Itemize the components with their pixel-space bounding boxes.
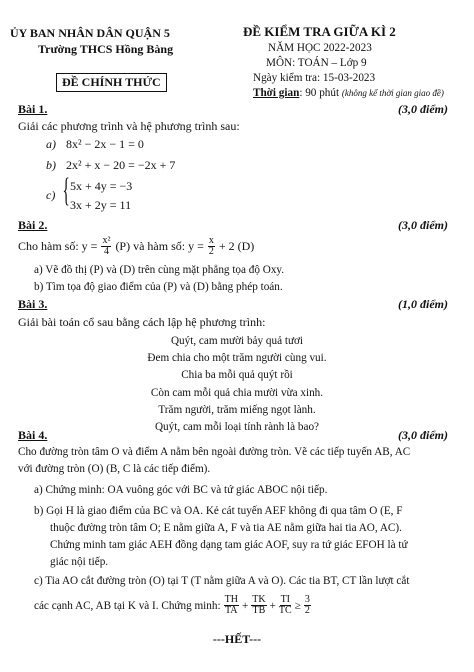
subject: MÔN: TOÁN – Lớp 9 bbox=[266, 57, 367, 69]
time-note: (không kể thời gian giao đề) bbox=[341, 88, 444, 98]
exam-date: Ngày kiểm tra: 15-03-2023 bbox=[253, 72, 376, 84]
org-name: ỦY BAN NHÂN DÂN QUẬN 5 bbox=[10, 26, 170, 40]
bai2-b: b) Tìm tọa độ giao điểm của (P) và (D) bằng phép toán. bbox=[34, 281, 283, 293]
poem-line: Còn cam mỗi quả chia mười vừa xinh. bbox=[150, 386, 324, 399]
fraction-den: TA bbox=[225, 605, 238, 616]
end-marker: ---HẾT--- bbox=[212, 632, 262, 646]
time-line bbox=[253, 87, 444, 99]
fraction-den: TB bbox=[252, 605, 266, 616]
bai1-c-eq1: 5x + 4y = −3 bbox=[70, 179, 133, 193]
bai1-b-eq: 2x² + x − 20 = −2x + 7 bbox=[66, 158, 176, 172]
time-label: Thời gian bbox=[253, 87, 300, 99]
bai4-c-2-pre: các cạnh AC, AB tại K và I. Chứng minh: bbox=[34, 599, 221, 612]
bai2-prompt bbox=[18, 236, 254, 257]
fraction-num: 3 bbox=[304, 594, 310, 605]
school-name: Trường THCS Hồng Bàng bbox=[38, 42, 174, 56]
bai4-intro-1: Cho đường tròn tâm O và điểm A nằm bên ngoài đường tròn. Vẽ các tiếp tuyến AB, AC bbox=[18, 446, 411, 458]
bai1-b-label: b) bbox=[46, 158, 56, 172]
bai4-c-2 bbox=[34, 595, 312, 616]
bai2-points: (3,0 điểm) bbox=[398, 218, 448, 232]
bai1-a-label: a) bbox=[46, 137, 56, 151]
fraction-d bbox=[208, 236, 215, 257]
bai2-title: Bài 2. bbox=[18, 218, 48, 232]
bai4-c-1: c) Tia AO cắt đường tròn (O) tại T (T nằm giữa A và O). Các tia BT, CT lần lượt cắt bbox=[34, 575, 410, 587]
poem bbox=[0, 333, 474, 436]
poem-line: Trăm người, trăm miếng ngọt lành. bbox=[158, 403, 316, 416]
bai4-title: Bài 4. bbox=[18, 428, 48, 442]
fraction-p-den: 4 bbox=[103, 246, 109, 257]
bai4-b-2: thuộc đường tròn tâm O; E nằm giữa A, F và tia AE nằm giữa hai tia AO, AC). bbox=[50, 522, 402, 534]
fraction-p-num: x² bbox=[102, 235, 111, 246]
fraction-den: 2 bbox=[304, 605, 310, 616]
bai2-prompt-mid: (P) và hàm số: y = bbox=[115, 239, 204, 253]
fraction-num: TH bbox=[224, 594, 238, 605]
poem-line: Quýt, cam mười bảy quả tươi bbox=[170, 335, 304, 347]
fraction-th-ta bbox=[224, 595, 239, 616]
school-year: NĂM HỌC 2022-2023 bbox=[268, 42, 372, 54]
bai4-b-1: b) Gọi H là giao điểm của BC và OA. Kẻ cát tuyến AEF không đi qua tâm O (E, F bbox=[34, 505, 403, 517]
poem-line: Quýt, cam mỗi loại tính rành là bao? bbox=[154, 421, 320, 434]
bai4-b-3: Chứng minh tam giác AEH đồng dạng tam giác AOF, suy ra tứ giác EFOH là tứ bbox=[50, 539, 408, 551]
poem-line: Chia ba mỗi quả quýt rồi bbox=[181, 369, 293, 382]
fraction-d-den: 2 bbox=[208, 246, 214, 257]
bai3-points: (1,0 điểm) bbox=[398, 297, 448, 311]
bai1-c-eq2: 3x + 2y = 11 bbox=[70, 198, 132, 212]
bai3-title: Bài 3. bbox=[18, 297, 48, 311]
fraction-d-num: x bbox=[208, 235, 214, 246]
system-brace: { bbox=[62, 172, 70, 209]
bai1-title: Bài 1. bbox=[18, 102, 48, 116]
fraction-den: TC bbox=[278, 605, 292, 616]
fraction-num: TI bbox=[280, 594, 291, 605]
exam-title: ĐỀ KIỂM TRA GIỮA KÌ 2 bbox=[243, 24, 396, 39]
bai2-a: a) Vẽ đồ thị (P) và (D) trên cùng mặt phẳng tọa độ Oxy. bbox=[34, 264, 285, 276]
fraction-three-halves bbox=[304, 595, 311, 616]
bai1-c-label: c) bbox=[46, 188, 56, 202]
plus-sign: + bbox=[241, 599, 249, 612]
bai4-b-4: giác nội tiếp. bbox=[50, 556, 109, 568]
bai2-prompt-pre: Cho hàm số: y = bbox=[18, 239, 98, 253]
bai4-points: (3,0 điểm) bbox=[398, 428, 448, 442]
poem-line: Đem chia cho một trăm người cùng vui. bbox=[147, 352, 327, 365]
official-badge: ĐỀ CHÍNH THỨC bbox=[56, 73, 167, 92]
bai2-prompt-post: + 2 (D) bbox=[218, 239, 255, 253]
plus-sign: + bbox=[269, 599, 276, 612]
time-value: : 90 phút bbox=[299, 87, 340, 99]
fraction-tk-tb bbox=[251, 595, 266, 616]
bai4-a: a) Chứng minh: OA vuông góc với BC và tứ giác ABOC nội tiếp. bbox=[34, 484, 328, 496]
fraction-ti-tc bbox=[279, 595, 292, 616]
bai3-prompt: Giải bài toán cổ sau bằng cách lập hệ phương trình: bbox=[18, 315, 266, 329]
ge-sign: ≥ bbox=[294, 599, 301, 612]
fraction-num: TK bbox=[252, 594, 266, 605]
bai1-prompt: Giải các phương trình và hệ phương trình sau: bbox=[18, 119, 240, 133]
fraction-p bbox=[101, 236, 111, 257]
bai1-a-eq: 8x² − 2x − 1 = 0 bbox=[66, 137, 144, 151]
bai1-points: (3,0 điểm) bbox=[398, 102, 448, 116]
bai4-intro-2: với đường tròn (O) (B, C là các tiếp điểm). bbox=[18, 463, 211, 475]
